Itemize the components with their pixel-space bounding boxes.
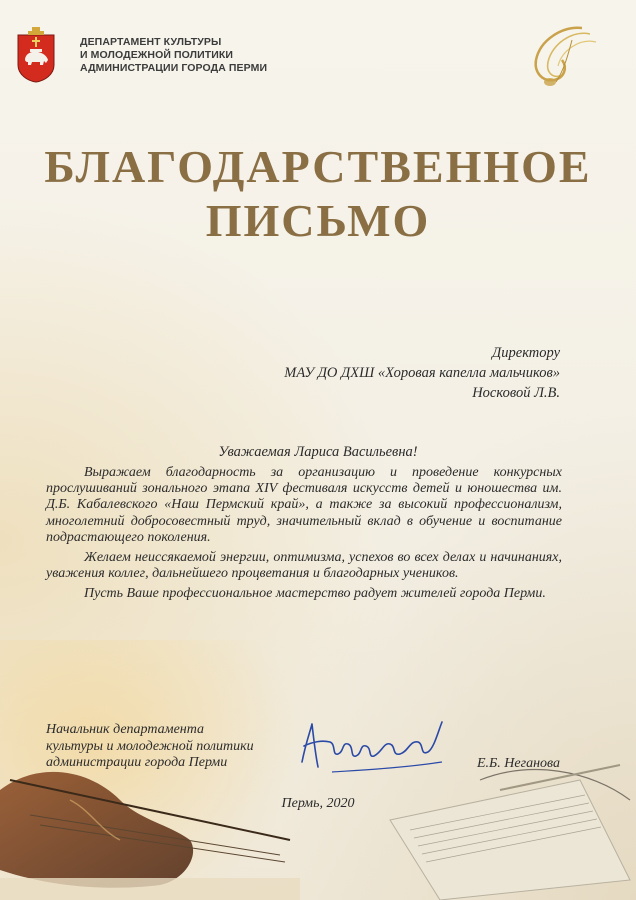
- body-paragraph-1: Выражаем благодарность за организацию и проведение конкурсных прослушиваний зонального этапа XIV фестиваля искусств детей и юношества им. Д.Б. Кабалевского «Наш Пермский край», а также за высокий профессионализм, многолетний добросовестный труд, значительный вклад в обучение и воспитание подрастающего поколения.: [46, 465, 562, 545]
- addressee-line-2: МАУ ДО ДХШ «Хоровая капелла мальчиков»: [284, 365, 560, 381]
- signatory-title: [46, 722, 254, 772]
- department-line-3: АДМИНИСТРАЦИИ ГОРОДА ПЕРМИ: [80, 62, 268, 74]
- place-and-date: Пермь, 2020: [281, 796, 355, 811]
- body-paragraph-2: Желаем неиссякаемой энергии, оптимизма, успехов во всех делах и начинаниях, уважения коллег, дальнейшего процветания и благодарных учеников.: [46, 550, 562, 582]
- department-name: [80, 36, 267, 75]
- signatory-line-2: культуры и молодежной политики: [46, 738, 254, 754]
- handwritten-signature: [292, 712, 452, 782]
- perm-coat-of-arms-icon: [16, 25, 56, 83]
- body-paragraph-3: Пусть Ваше профессиональное мастерство радует жителей города Перми.: [84, 586, 546, 602]
- addressee-line-1: Директору: [492, 345, 560, 361]
- letter-body: [46, 465, 562, 607]
- department-line-1: ДЕПАРТАМЕНТ КУЛЬТУРЫ: [80, 36, 222, 48]
- signatory-line-1: Начальник департамента: [46, 722, 205, 737]
- addressee-line-3: Носковой Л.В.: [472, 385, 560, 401]
- letter-title-line-1: БЛАГОДАРСТВЕННОЕ: [44, 141, 592, 192]
- department-line-2: И МОЛОДЕЖНОЙ ПОЛИТИКИ: [80, 49, 234, 61]
- signatory-name: Е.Б. Неганова: [476, 756, 560, 771]
- signatory-line-3: администрации города Перми: [46, 755, 228, 770]
- greeting: Уважаемая Лариса Васильевна!: [218, 444, 418, 460]
- gold-swirl-logo-icon: [512, 20, 602, 100]
- letter-title-line-2: ПИСЬМО: [205, 195, 431, 246]
